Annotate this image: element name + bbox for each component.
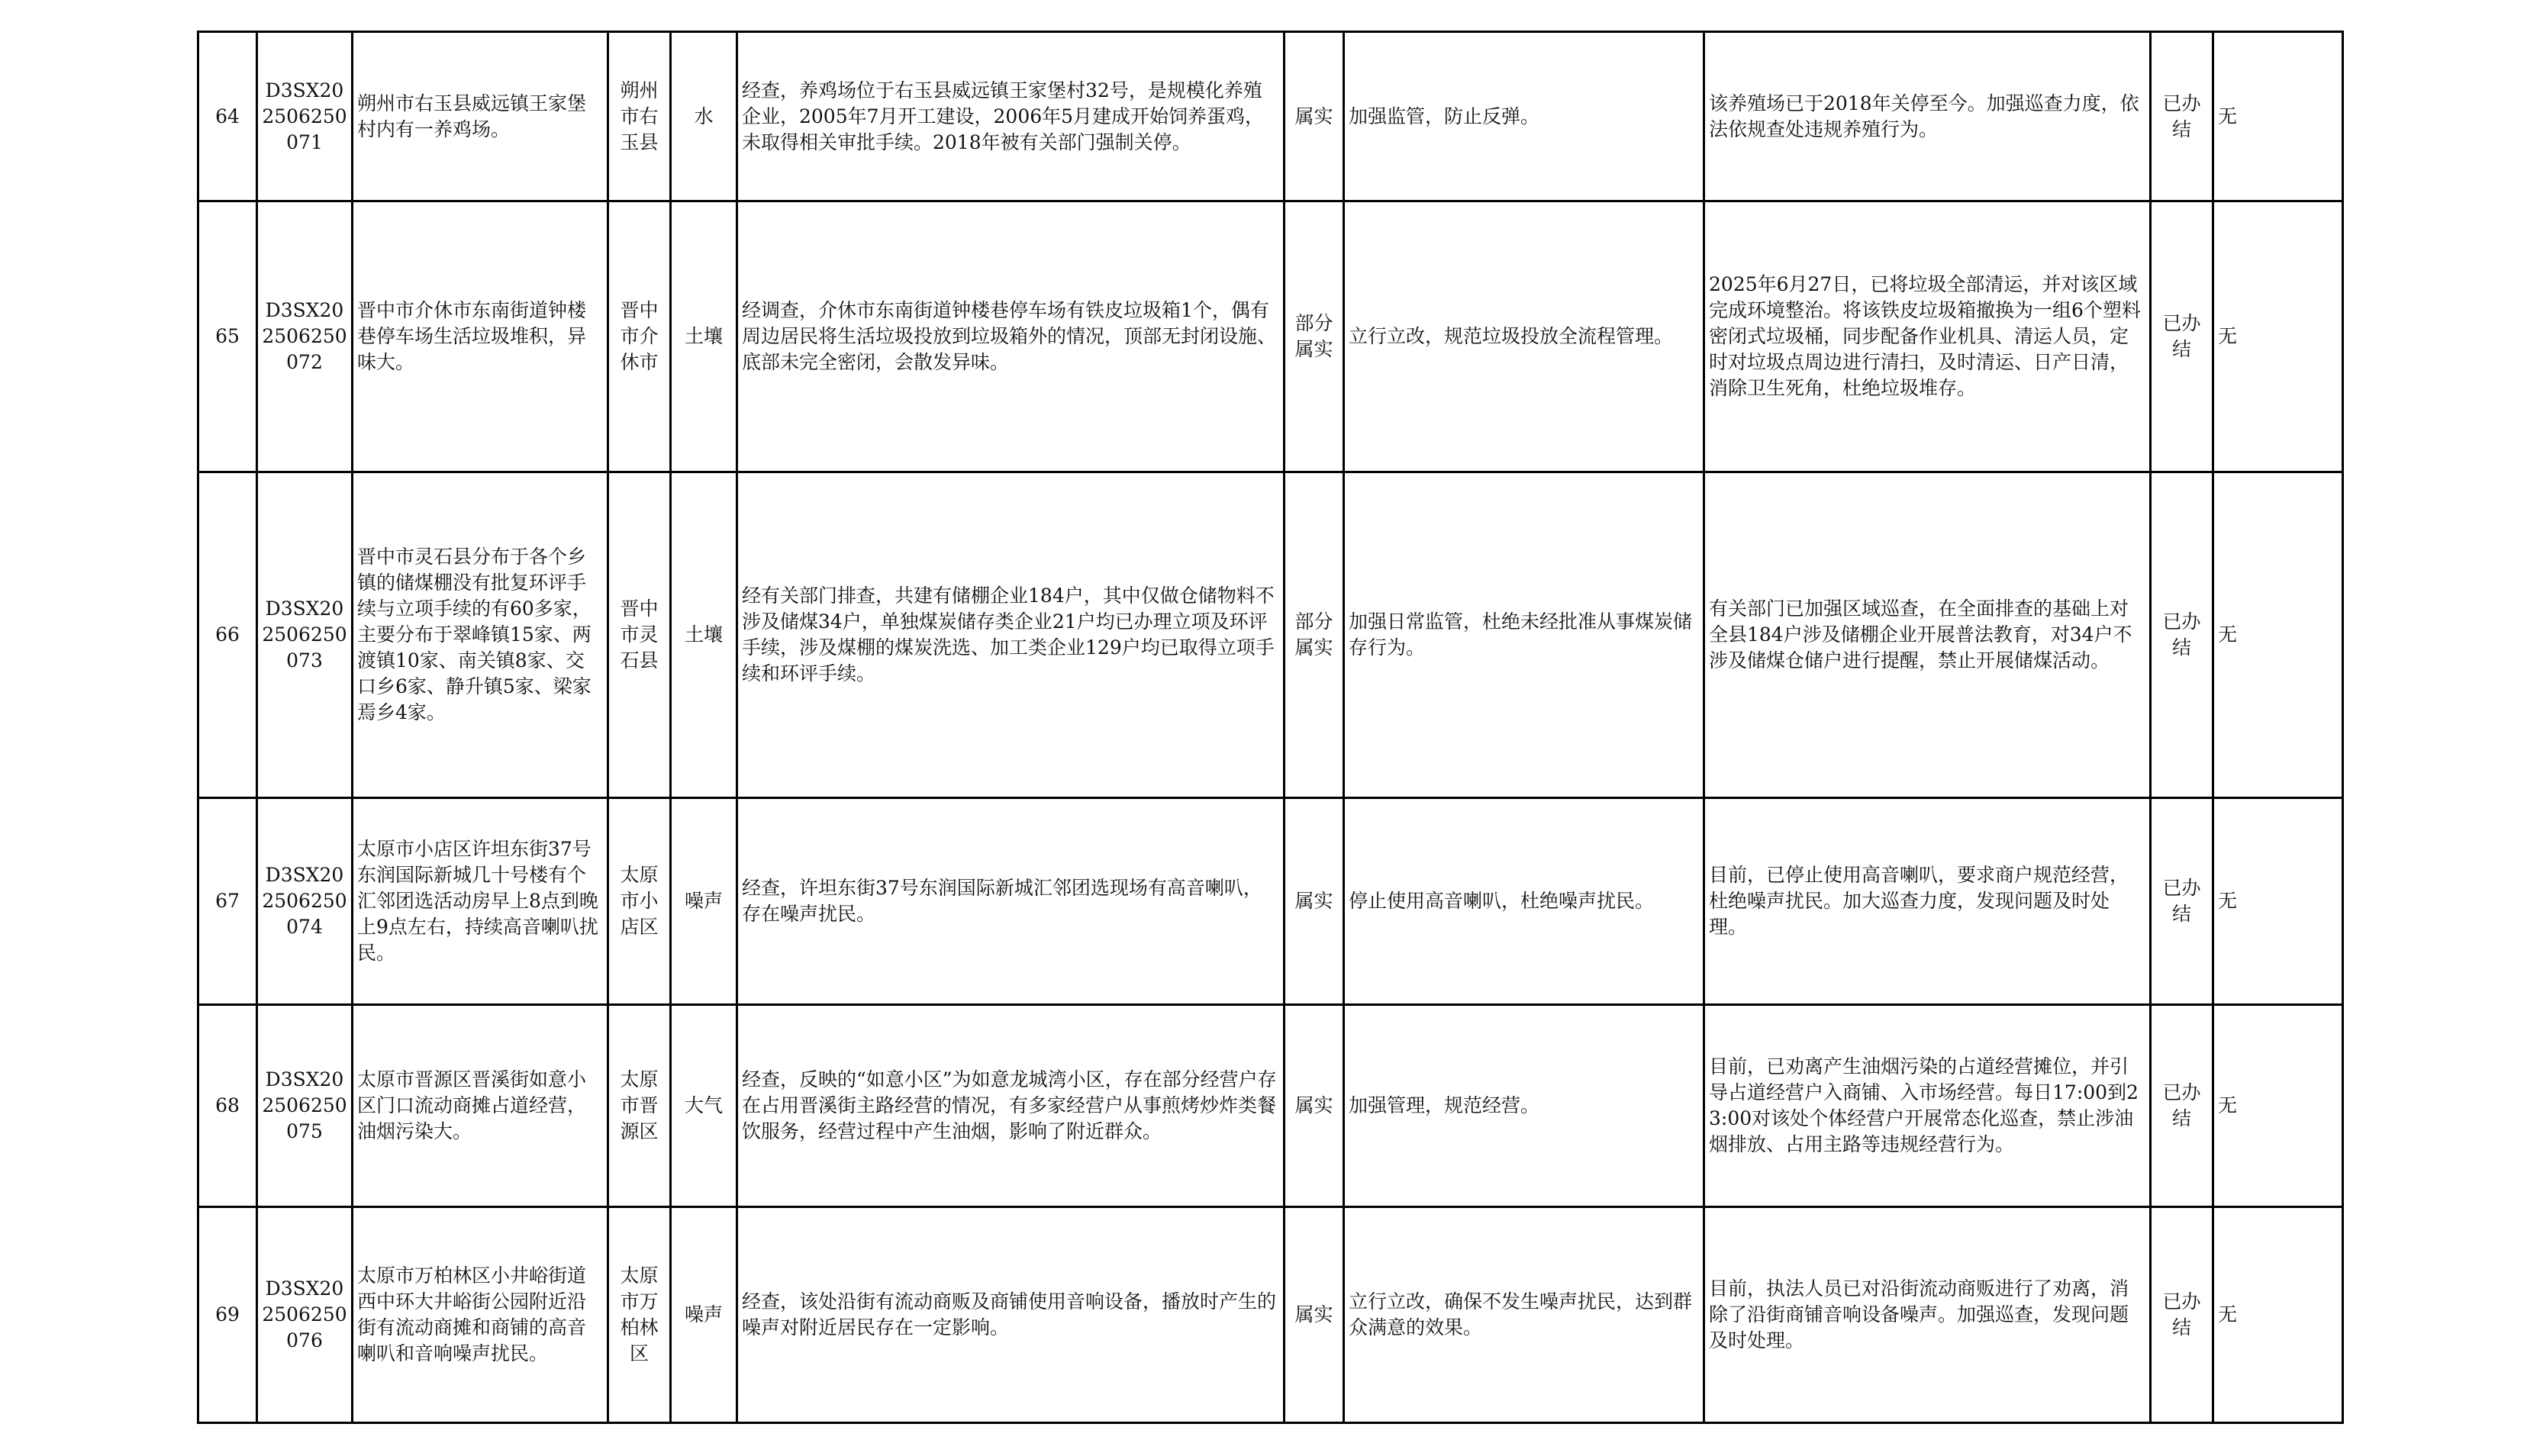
- investigation-finding: 经调查，介休市东南街道钟楼巷停车场有铁皮垃圾箱1个，偶有周边居民将生活垃圾投放到垃圾箱外的情况，顶部无封闭设施、底部未完全密闭，会散发异味。: [737, 201, 1285, 472]
- investigation-finding: 经有关部门排查，共建有储棚企业184户，其中仅做仓储物料不涉及储煤34户，单独煤炭储存类企业21户均已办理立项及环评手续，涉及煤棚的煤炭洗选、加工类企业129户均已取得立项手续和环评手续。: [737, 472, 1285, 798]
- case-code: D3SX202506250071: [257, 32, 353, 201]
- complaint-content: 太原市万柏林区小井峪街道西中环大井峪街公园附近沿街有流动商摊和商铺的高音喇叭和音响噪声扰民。: [353, 1207, 608, 1423]
- complaint-content: 太原市晋源区晋溪街如意小区门口流动商摊占道经营，油烟污染大。: [353, 1005, 608, 1207]
- handling-measures: 加强日常监管，杜绝未经批准从事煤炭储存行为。: [1344, 472, 1704, 798]
- investigation-finding: 经查，反映的“如意小区”为如意龙城湾小区，存在部分经营户存在占用晋溪街主路经营的情况，有多家经营户从事煎烤炒炸类餐饮服务，经营过程中产生油烟，影响了附近群众。: [737, 1005, 1285, 1207]
- rectification-progress: 目前，已停止使用高音喇叭，要求商户规范经营，杜绝噪声扰民。加大巡查力度，发现问题及时处理。: [1704, 798, 2151, 1005]
- handling-measures: 加强监管，防止反弹。: [1344, 32, 1704, 201]
- verification-result: 部分属实: [1285, 201, 1344, 472]
- rectification-progress: 2025年6月27日，已将垃圾全部清运，并对该区域完成环境整治。将该铁皮垃圾箱撤换为一组6个塑料密闭式垃圾桶，同步配备作业机具、清运人员，定时对垃圾点周边进行清扫，及时清运、日产日清，消除卫生死角，杜绝垃圾堆存。: [1704, 201, 2151, 472]
- handling-measures: 加强管理，规范经营。: [1344, 1005, 1704, 1207]
- table-row: [198, 798, 2343, 1005]
- handling-measures: 立行立改，确保不发生噪声扰民，达到群众满意的效果。: [1344, 1207, 1704, 1423]
- accountability: 无: [2213, 1005, 2343, 1207]
- investigation-finding: 经查，养鸡场位于右玉县威远镇王家堡村32号，是规模化养殖企业，2005年7月开工建设，2006年5月建成开始饲养蛋鸡，未取得相关审批手续。2018年被有关部门强制关停。: [737, 32, 1285, 201]
- pollution-type: 噪声: [671, 798, 737, 1005]
- accountability: 无: [2213, 32, 2343, 201]
- verification-result: 属实: [1285, 798, 1344, 1005]
- completion-status: 已办结: [2151, 1207, 2213, 1423]
- rectification-progress: 该养殖场已于2018年关停至今。加强巡查力度，依法依规查处违规养殖行为。: [1704, 32, 2151, 201]
- rectification-progress: 有关部门已加强区域巡查，在全面排查的基础上对全县184户涉及储棚企业开展普法教育，对34户不涉及储煤仓储户进行提醒，禁止开展储煤活动。: [1704, 472, 2151, 798]
- row-number: 64: [198, 32, 257, 201]
- administrative-area: 太原市小店区: [608, 798, 671, 1005]
- investigation-finding: 经查，许坦东街37号东润国际新城汇邻团选现场有高音喇叭，存在噪声扰民。: [737, 798, 1285, 1005]
- pollution-type: 土壤: [671, 201, 737, 472]
- accountability: 无: [2213, 472, 2343, 798]
- case-code: D3SX202506250072: [257, 201, 353, 472]
- case-code: D3SX202506250076: [257, 1207, 353, 1423]
- completion-status: 已办结: [2151, 472, 2213, 798]
- complaint-content: 晋中市灵石县分布于各个乡镇的储煤棚没有批复环评手续与立项手续的有60多家，主要分布于翠峰镇15家、两渡镇10家、南关镇8家、交口乡6家、静升镇5家、梁家焉乡4家。: [353, 472, 608, 798]
- case-code: D3SX202506250073: [257, 472, 353, 798]
- rectification-progress: 目前，执法人员已对沿街流动商贩进行了劝离，消除了沿街商铺音响设备噪声。加强巡查，发现问题及时处理。: [1704, 1207, 2151, 1423]
- table-row: [198, 201, 2343, 472]
- table-row: [198, 1207, 2343, 1423]
- table-row: [198, 472, 2343, 798]
- verification-result: 属实: [1285, 32, 1344, 201]
- administrative-area: 朔州市右玉县: [608, 32, 671, 201]
- completion-status: 已办结: [2151, 798, 2213, 1005]
- complaint-content: 太原市小店区许坦东街37号东润国际新城几十号楼有个汇邻团选活动房早上8点到晚上9点左右，持续高音喇叭扰民。: [353, 798, 608, 1005]
- row-number: 65: [198, 201, 257, 472]
- rectification-progress: 目前，已劝离产生油烟污染的占道经营摊位，并引导占道经营户入商铺、入市场经营。每日17:00到23:00对该处个体经营户开展常态化巡查，禁止涉油烟排放、占用主路等违规经营行为。: [1704, 1005, 2151, 1207]
- handling-measures: 立行立改，规范垃圾投放全流程管理。: [1344, 201, 1704, 472]
- pollution-type: 噪声: [671, 1207, 737, 1423]
- accountability: 无: [2213, 201, 2343, 472]
- accountability: 无: [2213, 798, 2343, 1005]
- verification-result: 属实: [1285, 1005, 1344, 1207]
- administrative-area: 晋中市介休市: [608, 201, 671, 472]
- accountability: 无: [2213, 1207, 2343, 1423]
- complaint-content: 晋中市介休市东南街道钟楼巷停车场生活垃圾堆积，异味大。: [353, 201, 608, 472]
- table-row: [198, 1005, 2343, 1207]
- administrative-area: 晋中市灵石县: [608, 472, 671, 798]
- completion-status: 已办结: [2151, 1005, 2213, 1207]
- case-code: D3SX202506250075: [257, 1005, 353, 1207]
- row-number: 66: [198, 472, 257, 798]
- pollution-type: 土壤: [671, 472, 737, 798]
- verification-result: 部分属实: [1285, 472, 1344, 798]
- table-row: [198, 32, 2343, 201]
- handling-measures: 停止使用高音喇叭，杜绝噪声扰民。: [1344, 798, 1704, 1005]
- investigation-finding: 经查，该处沿街有流动商贩及商铺使用音响设备，播放时产生的噪声对附近居民存在一定影响。: [737, 1207, 1285, 1423]
- completion-status: 已办结: [2151, 32, 2213, 201]
- administrative-area: 太原市万柏林区: [608, 1207, 671, 1423]
- row-number: 69: [198, 1207, 257, 1423]
- verification-result: 属实: [1285, 1207, 1344, 1423]
- pollution-type: 大气: [671, 1005, 737, 1207]
- pollution-type: 水: [671, 32, 737, 201]
- completion-status: 已办结: [2151, 201, 2213, 472]
- row-number: 68: [198, 1005, 257, 1207]
- row-number: 67: [198, 798, 257, 1005]
- case-code: D3SX202506250074: [257, 798, 353, 1005]
- administrative-area: 太原市晋源区: [608, 1005, 671, 1207]
- complaint-handling-table: [197, 31, 2344, 1424]
- complaint-content: 朔州市右玉县威远镇王家堡村内有一养鸡场。: [353, 32, 608, 201]
